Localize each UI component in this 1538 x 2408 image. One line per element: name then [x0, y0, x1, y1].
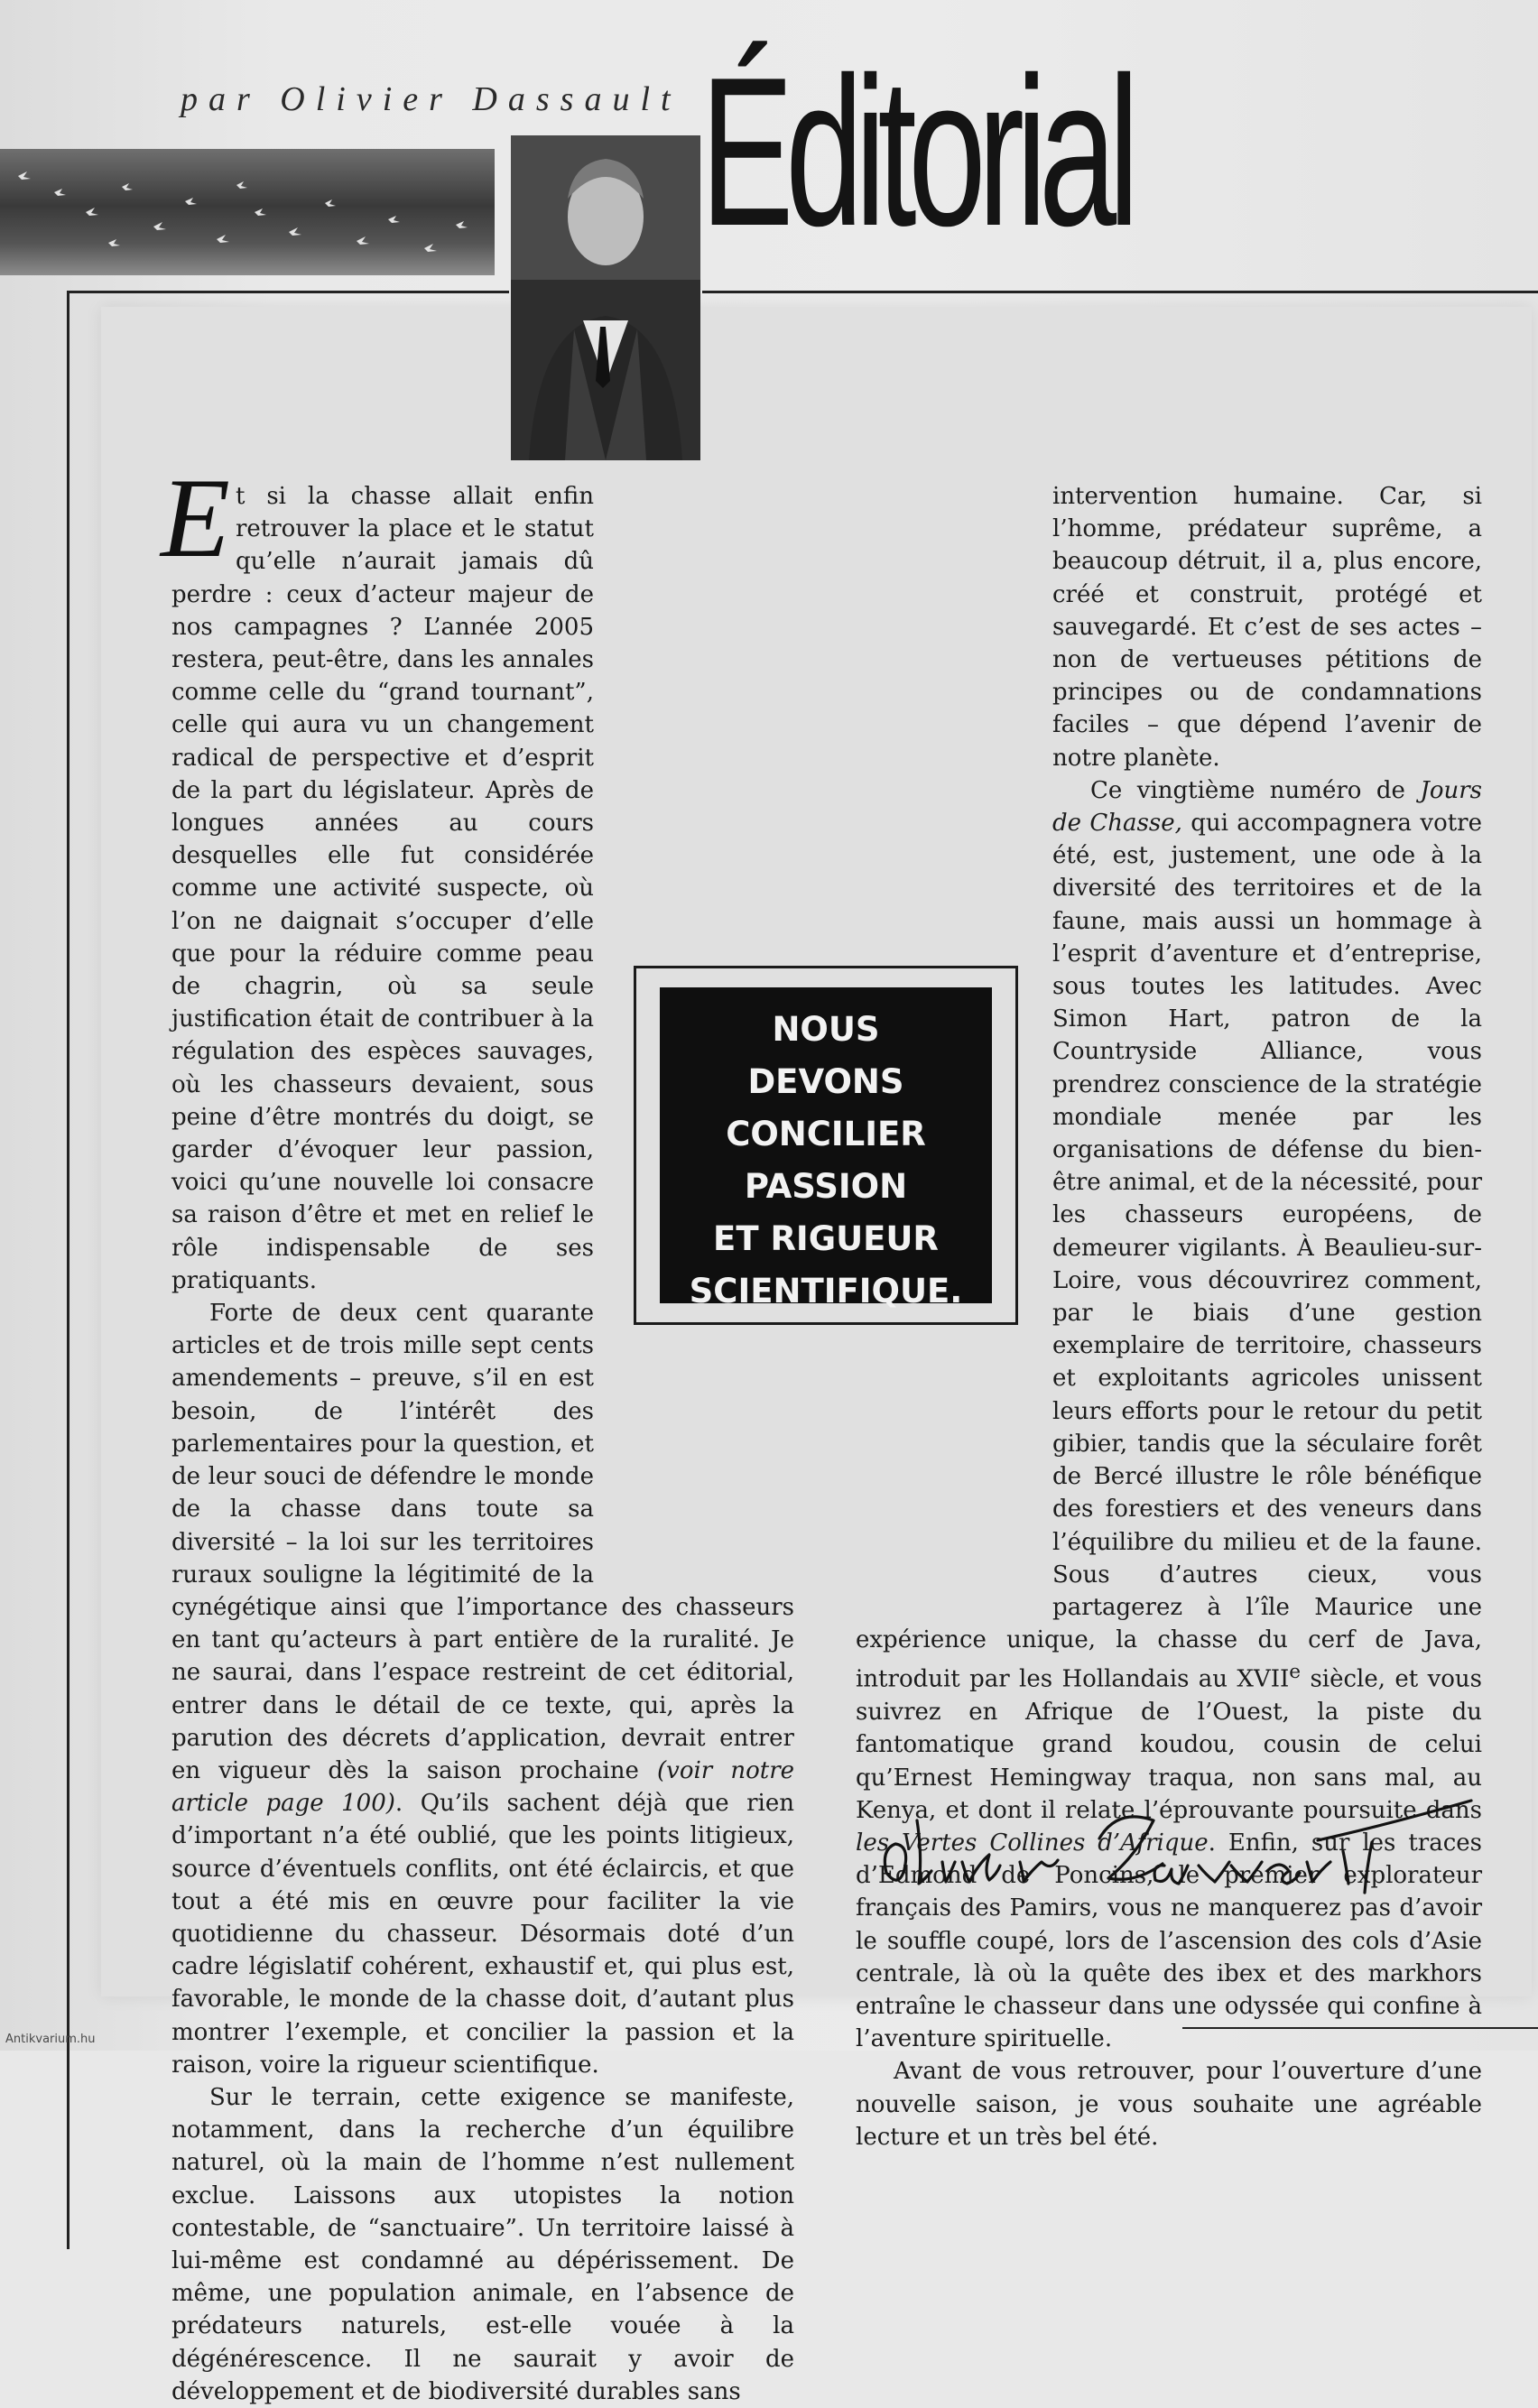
page-title: Éditorial — [700, 32, 1132, 270]
pull-quote — [660, 987, 992, 1311]
frame-line-top-right — [702, 291, 1538, 293]
article-paragraph-3 — [171, 2081, 794, 2408]
frame-line-vertical — [67, 291, 69, 2249]
pull-quote-line: SCIENTIFIQUE. — [689, 1272, 963, 1311]
author-portrait — [511, 135, 700, 460]
page-reference: (voir notre article page 100) — [171, 1756, 795, 1818]
pull-quote-line: DEVONS — [747, 1062, 904, 1101]
book-title: les Vertes Collines d’Afrique — [856, 1829, 1209, 1857]
birds-photo-strip — [0, 149, 495, 275]
magazine-name: Jours de Chasse, — [1052, 776, 1482, 838]
century-superscript: e — [1289, 1661, 1302, 1684]
article-column-left — [161, 456, 795, 2408]
portrait-image — [511, 135, 700, 460]
pull-quote-line: CONCILIER — [726, 1115, 926, 1153]
drop-cap: E — [161, 456, 230, 581]
pull-quote-line: PASSION — [744, 1167, 908, 1206]
paragraph-2-continuation: . Qu’ils sachent déjà que rien d’important n’a été oublié, que les points litigieux, source d’éventuels conflits, ont été éclaircis, et que tout a été mis en œuvre pour faciliter la vie quotidienne du chasseur. Désormais doté d’un cadre législatif cohérent, exhaustif et, qui plus est, favorable, le monde de la chasse doit, d’autant plus montrer l’exemple, et concilier la passion et la raison, voire la rigueur scientifique. — [171, 1790, 794, 2079]
flying-birds-image — [0, 149, 495, 275]
article-paragraph-6 — [856, 2055, 1482, 2153]
paragraph-6-text: Avant de vous retrouver, pour l’ouverture d’une nouvelle saison, je vous souhaite une agréable lecture et un très bel été. — [856, 2058, 1482, 2151]
paragraph-1-text: t si la chasse allait enfin retrouver la place et le statut qu’elle n’aurait jamais dû perdre : ceux d’acteur majeur de nos campagnes ? L’année 2005 restera, peut-être, dans les annales comme celle du “grand tournant”, celle qui aura vu un changement radical de perspective et d’esprit de la part du législateur. Après de longues années au cours desquelles elle fut considérée comme une activité suspecte, où l’on ne daignait s’occuper d’elle que pour la réduire comme peau de chagrin, où sa seule justification était de contribuer à la régulation des espèces sauvages, où les chasseurs devaient, sous peine d’être montrés du doigt, se garder d’évoquer leur passion, voici qu’une nouvelle loi consacre sa raison d’être et met en relief le rôle indispensable de ses pratiquants. — [171, 483, 594, 1294]
source-watermark: Antikvarium.hu — [5, 2033, 96, 2046]
paragraph-5-mid: qui accompagnera votre été, est, justement, une ode à la diversité des territoires et de la faune, mais aussi un hommage à l’esprit d’aventure et d’entreprise, sous toutes les latitudes. Avec Simon Hart, patron de la Countryside Alliance, vous prendrez conscience de la stratégie mondiale menée par les organisations de défense du bien-être animal, et de la nécessité, pour les chasseurs européens, de demeurer vigilants. À Beaulieu-sur-Loire, vous découvrirez comment, par le biais d’une gestion exemplaire de territoire, chasseurs et exploitants agricoles unissent leurs efforts pour le retour du petit gibier, tandis que la séculaire forêt de Bercé illustre le rôle bénéfique des forestiers et des veneurs dans l’équilibre du milieu et de la faune. Sous d’autres cieux, vous partagerez à l’île Maurice une expérience unique, la chasse du cerf de Java, introduit par les Hollandais au XVII — [856, 810, 1482, 1693]
pull-quote-line: ET RIGUEUR — [713, 1219, 939, 1258]
paragraph-5-start: Ce vingtième numéro de — [1090, 776, 1421, 804]
paragraph-4-text: intervention humaine. Car, si l’homme, prédateur suprême, a beaucoup détruit, il a, plus encore, créé et construit, protégé et sauvegardé. Et c’est de ses actes – non de vertueuses pétitions de principes ou de condamnations faciles – que dépend l’avenir de notre planète. — [1052, 483, 1482, 772]
frame-line-top-left — [67, 291, 509, 293]
pull-quote-frame — [634, 966, 1018, 1325]
author-byline: par Olivier Dassault — [181, 80, 681, 118]
paragraph-2-text: Forte de deux cent quarante articles et de trois mille sept cents amendements – preuve, s’il en est besoin, de l’intérêt des parlementaires pour la question, et de leur souci de défendre le monde de la chasse dans toute sa diversité – la loi sur les territoires ruraux souligne la légitimité de la cynégétique ainsi que l’importance des chasseurs en tant qu’acteurs à part entière de la ruralité. Je ne saurai, dans l’espace restreint de cet éditorial, entrer dans le détail de ce texte, qui, après la parution des décrets d’application, devrait entrer en vigueur dès la saison prochaine — [171, 1300, 794, 1784]
handwritten-signature — [866, 1764, 1498, 1945]
pull-quote-line: NOUS — [772, 1010, 880, 1049]
bottom-rule — [1182, 2027, 1538, 2029]
article-paragraph-4 — [856, 480, 1482, 774]
paragraph-3-text: Sur le terrain, cette exigence se manifeste, notamment, dans la recherche d’un équilibre naturel, où la main de l’homme n’est nullement exclue. Laissons aux utopistes la notion contestable, de “sanctuaire”. Un territoire laissé à lui-même est condamné au dépérissement. De même, une population animale, en l’absence de prédateurs naturels, est-elle vouée à la dégénérescence. Il ne saurait y avoir de développement et de biodiversité durables sans — [171, 2083, 794, 2405]
paragraph-5-end: siècle, et vous suivrez en Afrique de l’Ouest, la piste du fantomatique grand koudou, cousin de celui qu’Ernest Hemingway traqua, non sans mal, au Kenya, et dont il relate l’éprouvante poursuite dans — [856, 1665, 1482, 1824]
paragraph-5-tail: . Enfin, sur les traces d’Edmond de Poncins, le premier explorateur français des Pamirs, vous ne manquerez pas d’avoir le souffle coupé, lors de l’ascension des cols d’Asie centrale, là où la quête des ibex et des markhors entraîne le chasseur dans une odyssée qui confine à l’aventure spirituelle. — [856, 1829, 1482, 2053]
